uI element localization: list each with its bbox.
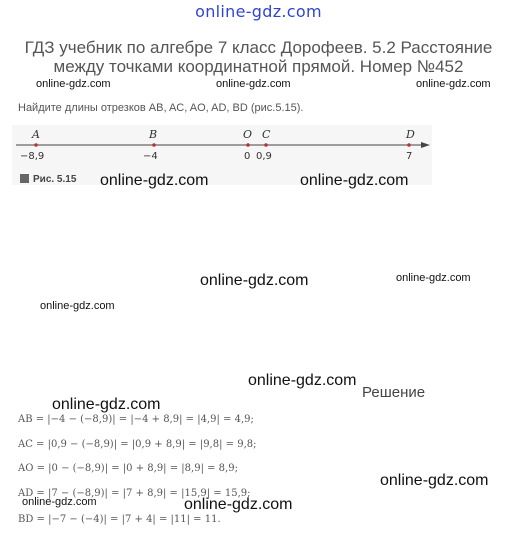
point-c-value: 0,9 (256, 151, 272, 162)
axis-arrow (421, 142, 430, 148)
point-o-dot (246, 143, 250, 147)
watermark: online-gdz.com (396, 272, 471, 284)
point-b-dot (152, 143, 156, 147)
point-a-letter: A (32, 128, 40, 141)
watermark: online-gdz.com (416, 78, 491, 90)
watermark: online-gdz.com (36, 78, 111, 90)
site-header-link[interactable]: online-gdz.com (195, 2, 322, 21)
point-o-letter: O (243, 128, 253, 141)
watermark: online-gdz.com (300, 172, 409, 189)
watermark: online-gdz.com (200, 272, 309, 289)
figure-caption (20, 174, 76, 185)
watermark: online-gdz.com (100, 172, 209, 189)
watermark: online-gdz.com (216, 78, 291, 90)
watermark: online-gdz.com (248, 372, 357, 389)
point-d-letter: D (406, 128, 415, 141)
watermark: online-gdz.com (380, 472, 489, 489)
page-title: ГДЗ учебник по алгебре 7 класс Дорофеев. 5.2 Расстояние между точками координатной прямой. Номер №452 (24, 38, 493, 76)
point-d-dot (407, 143, 411, 147)
solution-line: AD = |7 − (−8,9)| = |7 + 8,9| = |15,9| = 15,9; (18, 488, 251, 499)
solution-line: AO = |0 − (−8,9)| = |0 + 8,9| = |8,9| = 8,9; (18, 463, 238, 474)
point-b-letter: B (149, 128, 158, 141)
point-a-value: −8,9 (20, 151, 45, 162)
point-d-value: 7 (406, 151, 413, 162)
point-c-dot (264, 143, 268, 147)
point-o-value: 0 (244, 151, 251, 162)
point-c-letter: C (262, 128, 271, 141)
watermark: online-gdz.com (22, 496, 97, 508)
solution-line: AC = |0,9 − (−8,9)| = |0,9 + 8,9| = |9,8| = 9,8; (18, 439, 257, 450)
figure-caption-text: Рис. 5.15 (33, 174, 77, 185)
watermark: online-gdz.com (40, 300, 115, 312)
watermark: online-gdz.com (184, 496, 293, 513)
task-text: Найдите длины отрезков AB, AC, AO, AD, BD (рис.5.15). (18, 102, 304, 114)
solution-line: BD = |−7 − (−4)| = |7 + 4| = |11| = 11. (18, 514, 221, 525)
point-b-value: −4 (143, 151, 158, 162)
solution-line: AB = |−4 − (−8,9)| = |−4 + 8,9| = |4,9| = 4,9; (18, 414, 254, 425)
point-a-dot (34, 143, 38, 147)
caption-square-icon (20, 174, 29, 183)
watermark: online-gdz.com (52, 396, 161, 413)
solution-label: Решение (362, 384, 426, 401)
